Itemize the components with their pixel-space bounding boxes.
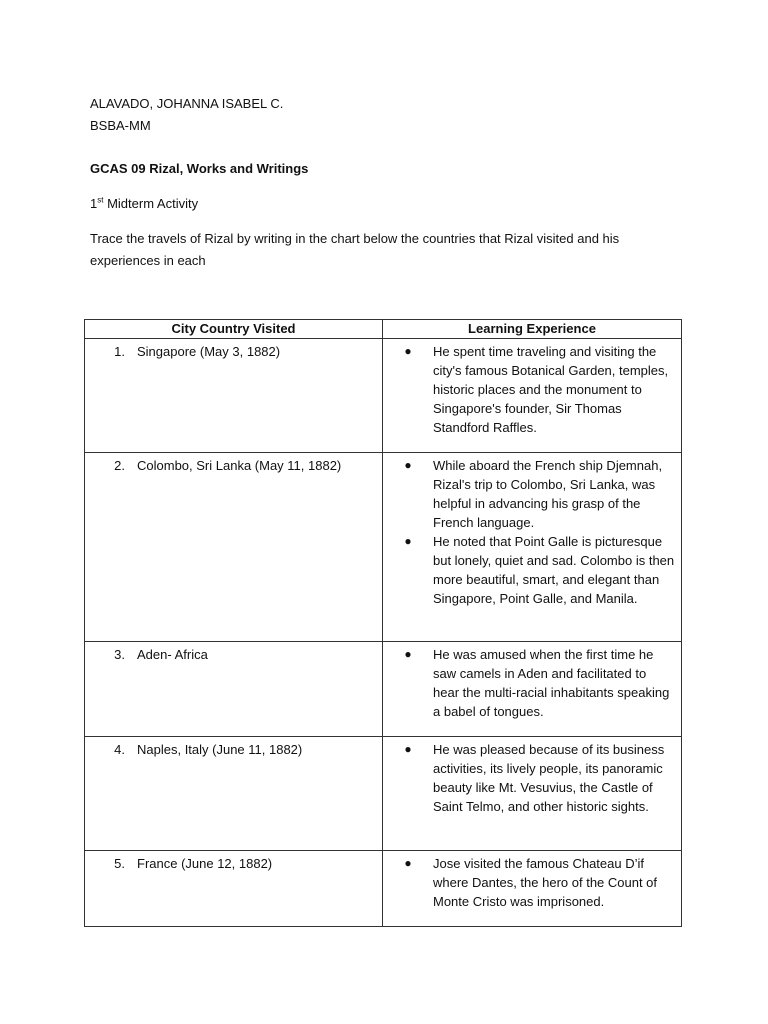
row-number: 3. <box>114 647 125 662</box>
row-number: 1. <box>114 344 125 359</box>
experience-cell <box>383 339 682 453</box>
experience-text: He was amused when the first time he saw camels in Aden and facilitated to hear the multi-racial inhabitants speaking a babel of tongues. <box>433 647 670 719</box>
city-country-name: Aden- Africa <box>137 647 208 662</box>
city-country-name: Naples, Italy (June 11, 1882) <box>137 742 303 757</box>
experience-list <box>383 642 681 721</box>
city-cell <box>85 453 383 642</box>
activity-number: 1 <box>90 196 98 211</box>
bullet-icon: ● <box>404 534 412 548</box>
city-entry <box>85 453 382 475</box>
experience-list <box>383 453 681 608</box>
table-row <box>85 339 682 453</box>
experience-cell <box>383 453 682 642</box>
experience-list <box>383 339 681 437</box>
experience-text: While aboard the French ship Djemnah, Rizal's trip to Colombo, Sri Lanka, was helpful in advancing his grasp of the French language. <box>433 458 663 530</box>
experience-item <box>383 854 681 911</box>
row-number: 5. <box>114 856 125 871</box>
table-body <box>85 339 682 927</box>
experience-text: He noted that Point Galle is picturesque but lonely, quiet and sad. Colombo is then more beautiful, smart, and elegant than Singapore, Point Galle, and Manila. <box>433 534 675 606</box>
experience-item <box>383 342 681 437</box>
travels-table <box>84 319 682 927</box>
experience-item <box>383 456 681 532</box>
table-row <box>85 642 682 737</box>
bullet-icon: ● <box>404 742 412 756</box>
city-entry <box>85 851 382 873</box>
experience-cell <box>383 737 682 851</box>
experience-cell <box>383 642 682 737</box>
instructions-line-1: Trace the travels of Rizal by writing in the chart below the countries that Rizal visited and his <box>90 231 620 246</box>
bullet-icon: ● <box>404 856 412 870</box>
experience-list <box>383 851 681 911</box>
city-cell <box>85 642 383 737</box>
experience-item <box>383 645 681 721</box>
student-name: ALAVADO, JOHANNA ISABEL C. <box>90 96 284 111</box>
instructions-line-2: experiences in each <box>90 253 206 268</box>
activity-label: Midterm Activity <box>103 196 199 211</box>
table-row <box>85 851 682 927</box>
experience-text: Jose visited the famous Chateau D’if where Dantes, the hero of the Count of Monte Cristo was imprisoned. <box>433 856 658 909</box>
row-number: 2. <box>114 458 125 473</box>
city-entry <box>85 642 382 664</box>
bullet-icon: ● <box>404 458 412 472</box>
experience-text: He spent time traveling and visiting the city's famous Botanical Garden, temples, historic places and the monument to Singapore's founder, Sir Thomas Standford Raffles. <box>433 344 669 435</box>
column-header-city: City Country Visited <box>85 320 383 339</box>
table-row <box>85 453 682 642</box>
table-row <box>85 737 682 851</box>
course-title: GCAS 09 Rizal, Works and Writings <box>90 161 309 176</box>
student-program: BSBA-MM <box>90 118 151 133</box>
activity-title <box>90 194 198 213</box>
city-cell <box>85 339 383 453</box>
city-country-name: Singapore (May 3, 1882) <box>137 344 281 359</box>
experience-item <box>383 740 681 816</box>
experience-text: He was pleased because of its business activities, its lively people, its panoramic beauty like Mt. Vesuvius, the Castle of Saint Telmo, and other historic sights. <box>433 742 665 814</box>
city-country-name: Colombo, Sri Lanka (May 11, 1882) <box>137 458 342 473</box>
experience-cell <box>383 851 682 927</box>
city-country-name: France (June 12, 1882) <box>137 856 273 871</box>
city-cell <box>85 737 383 851</box>
table-header-row <box>85 320 682 339</box>
column-header-experience: Learning Experience <box>383 320 682 339</box>
city-entry <box>85 737 382 759</box>
bullet-icon: ● <box>404 344 412 358</box>
city-cell <box>85 851 383 927</box>
city-entry <box>85 339 382 361</box>
bullet-icon: ● <box>404 647 412 661</box>
experience-item <box>383 532 681 608</box>
row-number: 4. <box>114 742 125 757</box>
activity-ordinal: st <box>97 195 104 205</box>
experience-list <box>383 737 681 816</box>
